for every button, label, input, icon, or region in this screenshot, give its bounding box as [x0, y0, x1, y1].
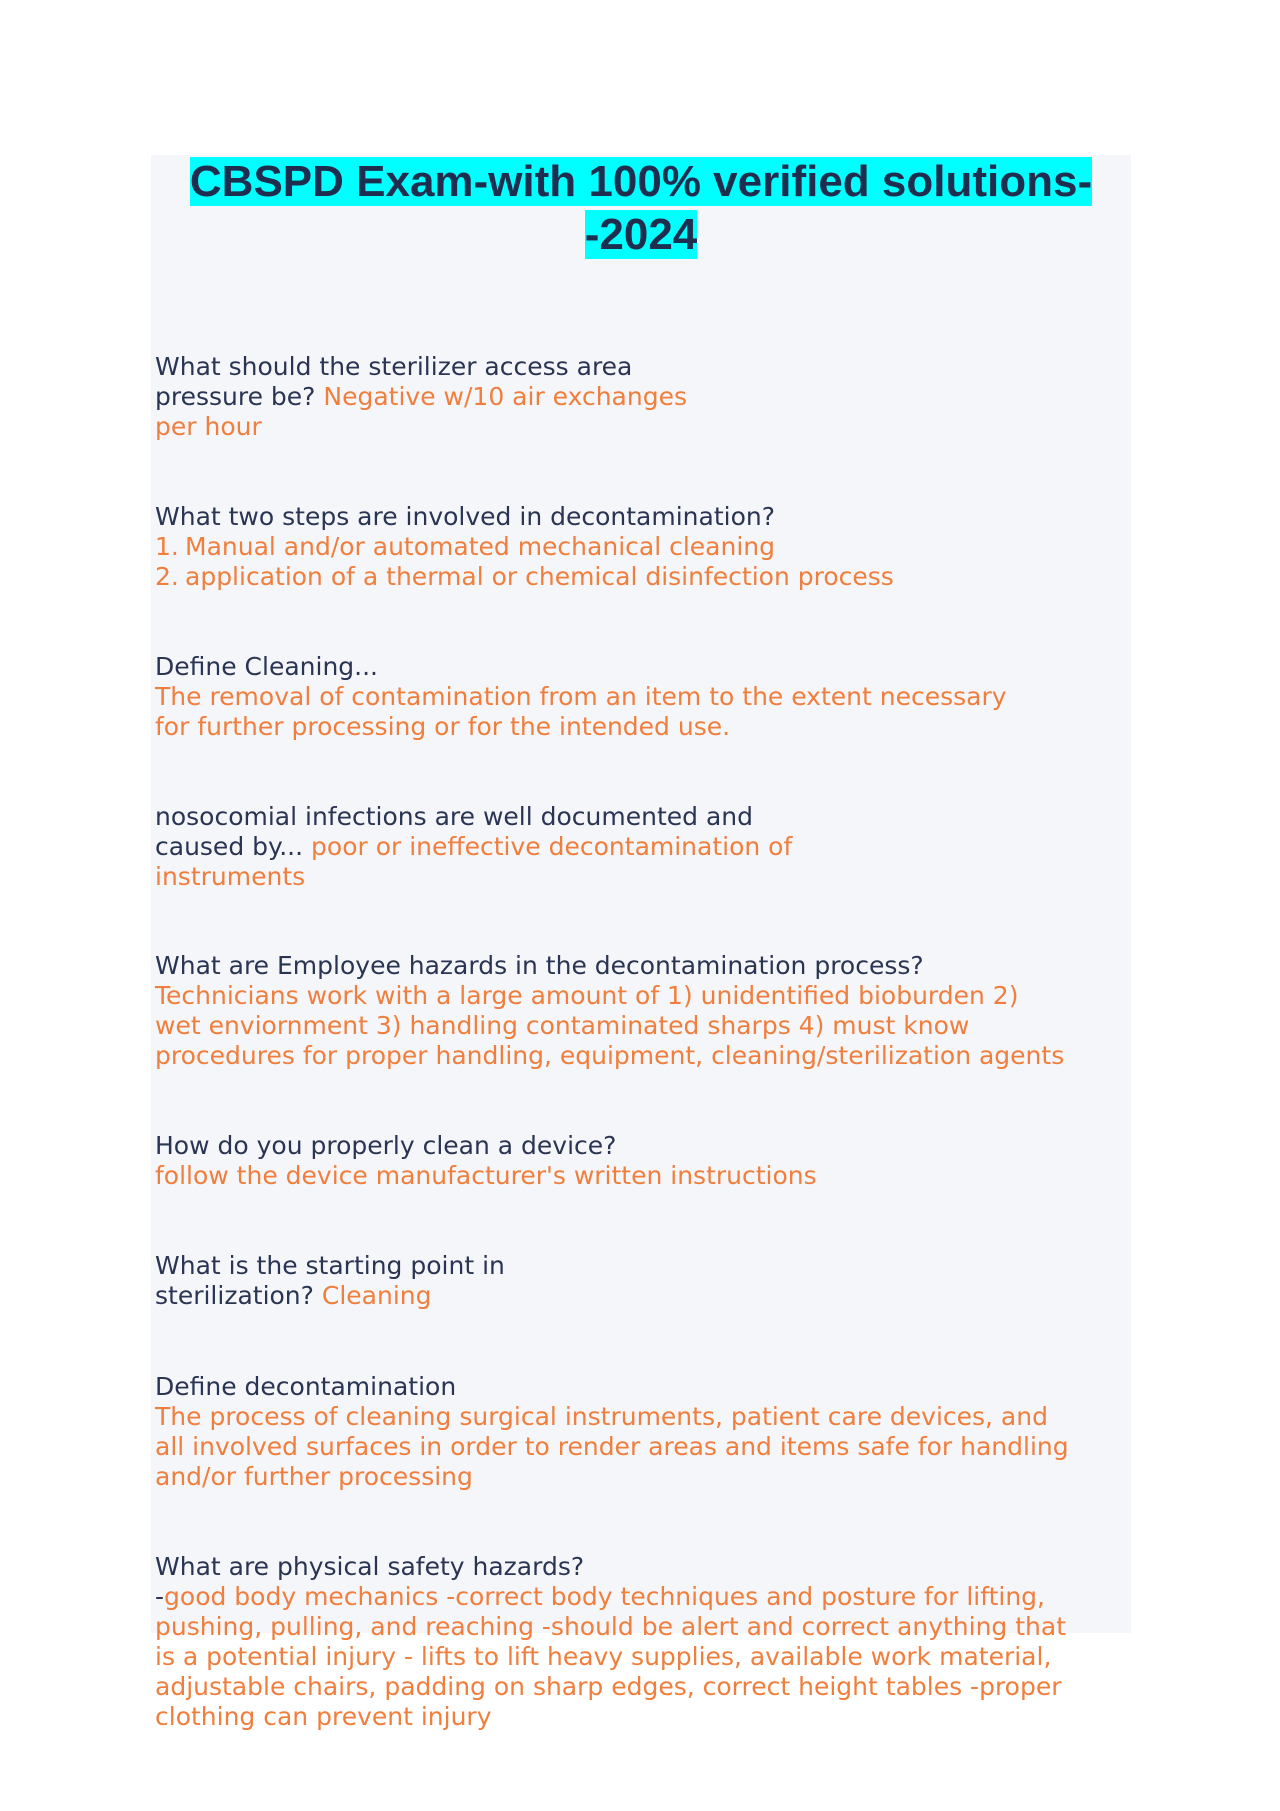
answer: wet enviornment 3) handling contaminated sharps 4) must know	[155, 1011, 970, 1040]
title-line-2: -2024	[584, 210, 698, 259]
question: sterilization?	[155, 1281, 314, 1310]
question: What are Employee hazards in the decontamination process?	[155, 951, 924, 980]
qa-item-9	[155, 1552, 1066, 1732]
question: What should the sterilizer access area	[155, 352, 633, 381]
qa-item-7	[155, 1251, 505, 1311]
answer: good body mechanics -correct body techniques and posture for lifting,	[164, 1582, 1046, 1611]
answer: per hour	[155, 412, 262, 441]
question: What are physical safety hazards?	[155, 1552, 585, 1581]
answer: for further processing or for the intended use.	[155, 712, 731, 741]
answer: pushing, pulling, and reaching -should be alert and correct anything that	[155, 1612, 1067, 1641]
qa-item-8	[155, 1372, 1069, 1492]
answer: all involved surfaces in order to render areas and items safe for handling	[155, 1432, 1069, 1461]
answer-list-item: 1. Manual and/or automated mechanical cleaning	[155, 532, 775, 561]
answer-prefix: -	[155, 1582, 165, 1611]
question: How do you properly clean a device?	[155, 1131, 617, 1160]
question: What is the starting point in	[155, 1251, 505, 1280]
answer: clothing can prevent injury	[155, 1702, 492, 1731]
qa-item-5	[155, 951, 1064, 1071]
answer: and/or further processing	[155, 1462, 473, 1491]
question: What two steps are involved in decontamination?	[155, 502, 775, 531]
qa-item-2	[155, 502, 894, 592]
answer: Technicians work with a large amount of 1) unidentified bioburden 2)	[155, 981, 1019, 1010]
answer: instruments	[155, 862, 306, 891]
answer-list-item: 2. application of a thermal or chemical disinfection process	[155, 562, 894, 591]
qa-item-4	[155, 802, 792, 892]
question: caused by...	[155, 832, 304, 861]
answer: poor or ineffective decontamination of	[311, 832, 793, 861]
question: nosocomial infections are well documented and	[155, 802, 753, 831]
answer: is a potential injury - lifts to lift heavy supplies, available work material,	[155, 1642, 1052, 1671]
qa-item-1	[155, 352, 687, 442]
answer: Negative w/10 air exchanges	[323, 382, 687, 411]
answer: The process of cleaning surgical instruments, patient care devices, and	[155, 1402, 1048, 1431]
qa-item-6	[155, 1131, 817, 1191]
qa-item-3	[155, 652, 1007, 742]
title-line-1: CBSPD Exam-with 100% verified solutions-	[189, 157, 1093, 206]
answer: follow the device manufacturer's written instructions	[155, 1161, 817, 1190]
question: pressure be?	[155, 382, 316, 411]
question: Define Cleaning...	[155, 652, 378, 681]
answer: adjustable chairs, padding on sharp edges, correct height tables -proper	[155, 1672, 1062, 1701]
document-title	[151, 155, 1131, 261]
answer: procedures for proper handling, equipment, cleaning/sterilization agents	[155, 1041, 1065, 1070]
answer: The removal of contamination from an item to the extent necessary	[155, 682, 1007, 711]
question: Define decontamination	[155, 1372, 457, 1401]
answer: Cleaning	[321, 1281, 432, 1310]
